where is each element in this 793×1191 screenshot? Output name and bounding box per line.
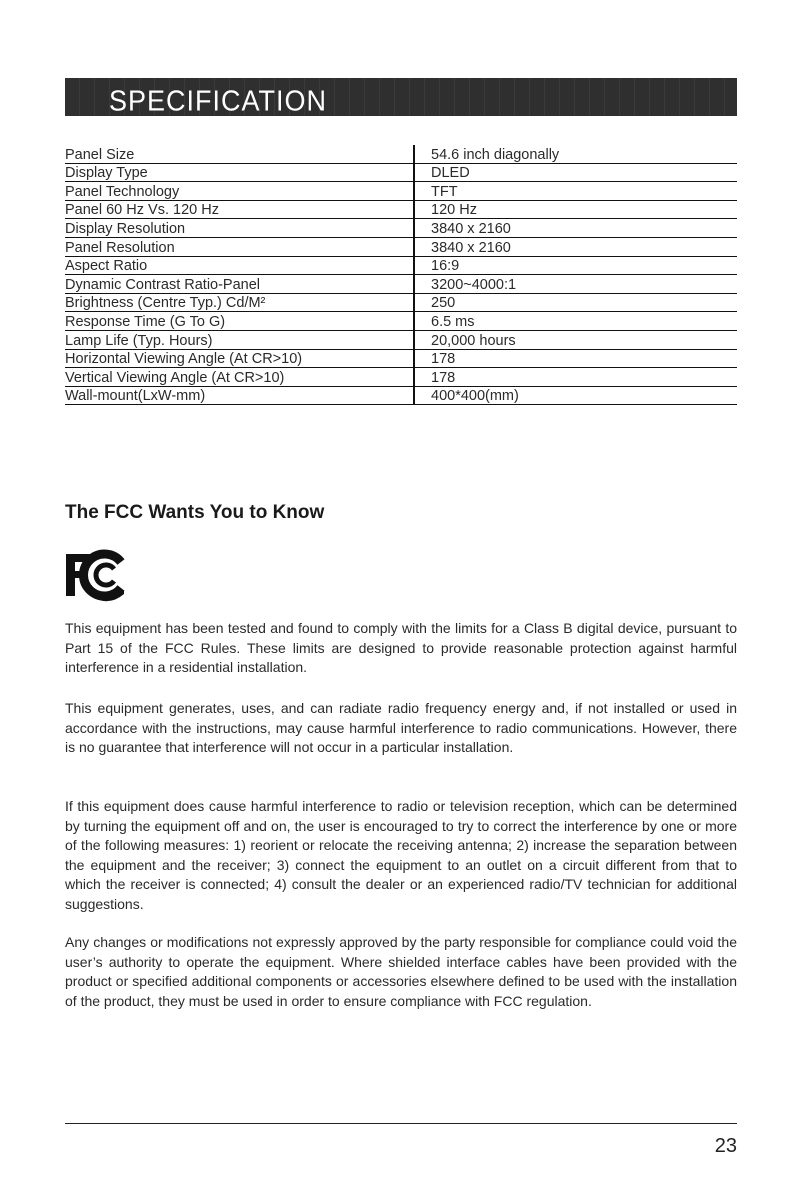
spec-value: 3840 x 2160 — [414, 219, 737, 238]
spec-value: 20,000 hours — [414, 330, 737, 349]
spec-value: 178 — [414, 349, 737, 368]
fcc-logo-icon — [64, 544, 126, 604]
spec-row — [65, 237, 737, 256]
spec-row — [65, 349, 737, 368]
spec-value: 6.5 ms — [414, 312, 737, 331]
spec-label: Aspect Ratio — [65, 256, 414, 275]
spec-value: 16:9 — [414, 256, 737, 275]
fcc-paragraph-3: If this equipment does cause harmful interference to radio or television reception, which can be determined by turning the equipment off and on, the user is encouraged to try to correct the interference by one or more of the following measures: 1) reorient or relocate the receiving antenna; 2) increase the separation between the equipment and the receiver; 3) connect the equipment to an outlet on a circuit different from that to which the receiver is connected; 4) consult the dealer or an experienced radio/TV technician for additional suggestions. — [65, 798, 737, 912]
specification-banner — [65, 78, 737, 116]
spec-value: 3840 x 2160 — [414, 237, 737, 256]
spec-value: 3200~4000:1 — [414, 275, 737, 294]
specification-table — [65, 145, 737, 405]
spec-row — [65, 312, 737, 331]
spec-label: Panel 60 Hz Vs. 120 Hz — [65, 200, 414, 219]
spec-label: Display Type — [65, 163, 414, 182]
spec-label: Panel Technology — [65, 182, 414, 201]
spec-label: Vertical Viewing Angle (At CR>10) — [65, 368, 414, 387]
spec-value: 400*400(mm) — [414, 386, 737, 405]
spec-value: DLED — [414, 163, 737, 182]
spec-label: Response Time (G To G) — [65, 312, 414, 331]
spec-value: 250 — [414, 293, 737, 312]
spec-row — [65, 200, 737, 219]
spec-label: Lamp Life (Typ. Hours) — [65, 330, 414, 349]
spec-value: 178 — [414, 368, 737, 387]
spec-row — [65, 386, 737, 405]
fcc-paragraph-4: Any changes or modifications not expressly approved by the party responsible for compliance could void the user’s authority to operate the equipment. Where shielded interface cables have been provided with the product or specified additional components or accessories elsewhere defined to be used with the installation of the product, they must be used in order to ensure compliance with FCC regulation. — [65, 934, 737, 1009]
spec-value: 54.6 inch diagonally — [414, 145, 737, 163]
spec-row — [65, 330, 737, 349]
spec-row — [65, 256, 737, 275]
spec-row — [65, 182, 737, 201]
page-number: 23 — [714, 1135, 737, 1157]
spec-row — [65, 275, 737, 294]
spec-label: Brightness (Centre Typ.) Cd/M² — [65, 293, 414, 312]
spec-value: 120 Hz — [414, 200, 737, 219]
spec-row — [65, 293, 737, 312]
fcc-heading: The FCC Wants You to Know — [65, 502, 325, 523]
spec-label: Panel Resolution — [65, 237, 414, 256]
footer-divider — [65, 1123, 737, 1124]
spec-row — [65, 219, 737, 238]
specification-title: SPECIFICATION — [109, 85, 328, 116]
spec-row — [65, 368, 737, 387]
spec-value: TFT — [414, 182, 737, 201]
fcc-paragraph-1: This equipment has been tested and found to comply with the limits for a Class B digital device, pursuant to Part 15 of the FCC Rules. These limits are designed to provide reasonable protection against harmful interference in a residential installation. — [65, 620, 737, 676]
spec-label: Dynamic Contrast Ratio-Panel — [65, 275, 414, 294]
fcc-paragraph-2: This equipment generates, uses, and can radiate radio frequency energy and, if not installed or used in accordance with the instructions, may cause harmful interference to radio communications. However, there is no guarantee that interference will not occur in a particular installation. — [65, 700, 737, 756]
spec-label: Wall-mount(LxW-mm) — [65, 386, 414, 405]
spec-row — [65, 163, 737, 182]
spec-row — [65, 145, 737, 163]
spec-label: Display Resolution — [65, 219, 414, 238]
spec-label: Horizontal Viewing Angle (At CR>10) — [65, 349, 414, 368]
spec-label: Panel Size — [65, 145, 414, 163]
